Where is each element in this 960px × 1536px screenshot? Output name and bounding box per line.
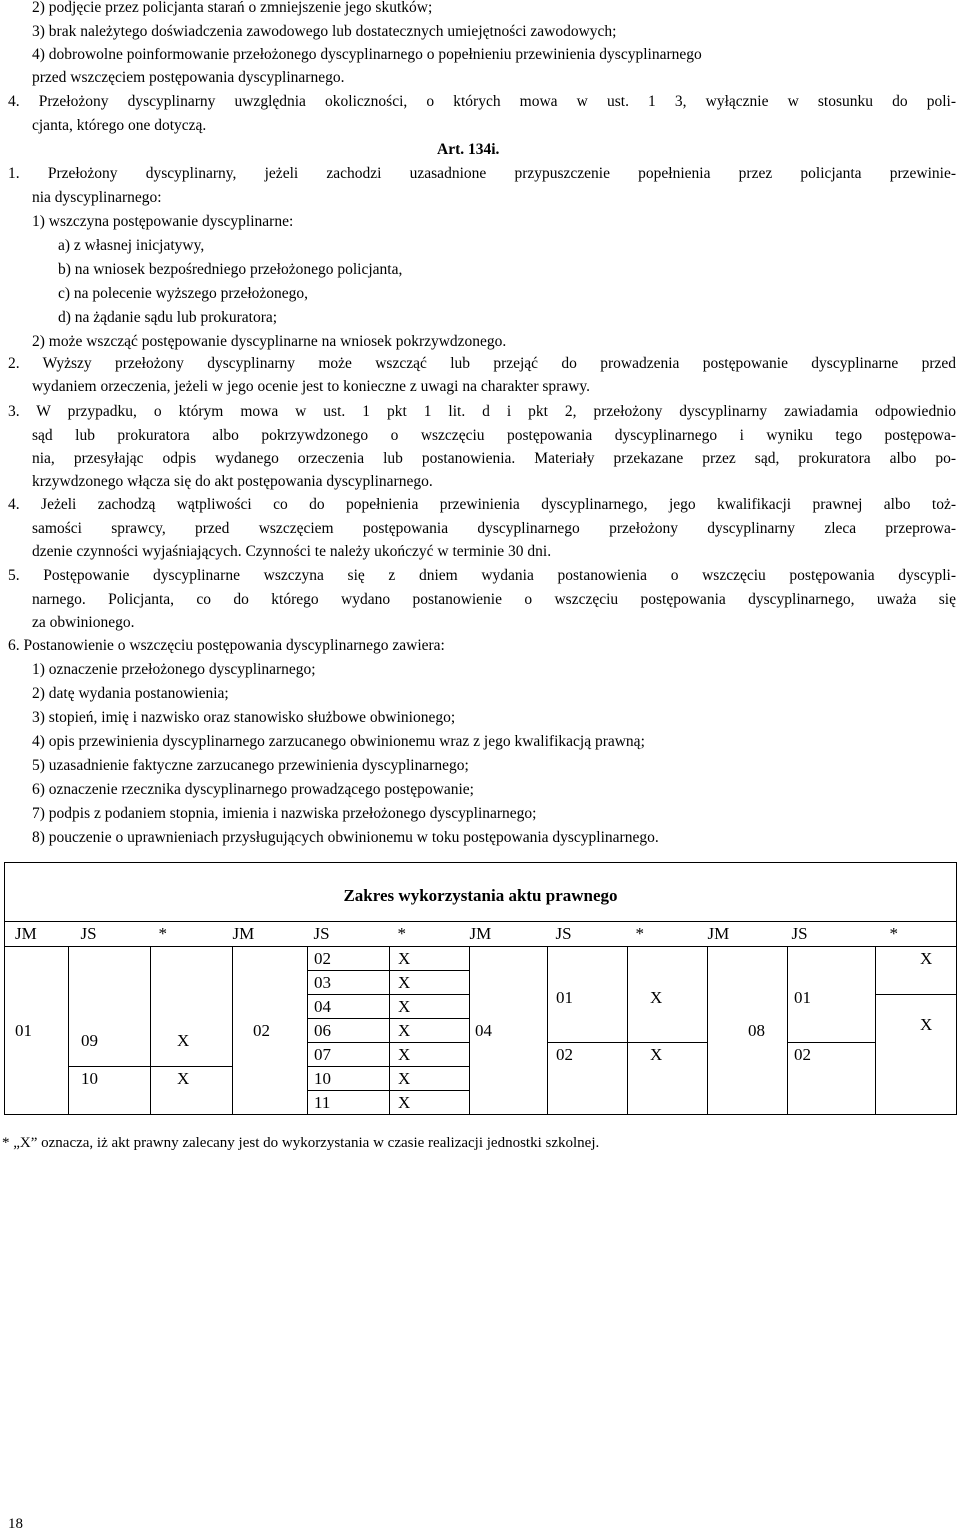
text-line: 3. W przypadku, o którym mowa w ust. 1 pkt 1 lit. d i pkt 2, przełożony dyscyplinarny zawiadamia odpowiednio xyxy=(8,403,956,420)
js-cell: 02 xyxy=(548,1043,628,1115)
footnote: * „X” oznacza, iż akt prawny zalecany jest do wykorzystania w czasie realizacji jednostki szkolnej. xyxy=(2,1135,600,1151)
header-cell: JM xyxy=(708,922,788,947)
js-cell: 01 xyxy=(788,947,876,1043)
text-line: dzenie czynności wyjaśniających. Czynności te należy ukończyć w terminie 30 dni. xyxy=(32,543,552,560)
text-line: cjanta, którego one dotyczą. xyxy=(32,117,207,134)
x-cell: X xyxy=(876,947,957,995)
text-line: wydaniem orzeczenia, jeżeli w jego ocenie jest to konieczne z uwagi na charakter sprawy. xyxy=(32,378,591,395)
text-line: b) na wniosek bezpośredniego przełożonego policjanta, xyxy=(58,261,403,278)
text-line: 4) dobrowolne poinformowanie przełożonego dyscyplinarnego o popełnieniu przewinienia dyscyplinarnego xyxy=(32,46,702,63)
text-line: 2) datę wydania postanowienia; xyxy=(32,685,229,702)
article-heading: Art. 134i. xyxy=(437,141,500,158)
page-number: 18 xyxy=(8,1516,23,1532)
header-cell: JS xyxy=(548,922,628,947)
js-cell: 01 xyxy=(548,947,628,1043)
x-cell: X xyxy=(390,1067,470,1091)
text-line: 6) oznaczenie rzecznika dyscyplinarnego prowadzącego postępowanie; xyxy=(32,781,474,798)
text-line: c) na polecenie wyższego przełożonego, xyxy=(58,285,309,302)
text-line: 1) wszczyna postępowanie dyscyplinarne: xyxy=(32,213,294,230)
x-cell: X xyxy=(390,1043,470,1067)
x-cell: X xyxy=(151,1067,233,1115)
header-cell: JM xyxy=(233,922,308,947)
text-line: 3) stopień, imię i nazwisko oraz stanowisko służbowe obwinionego; xyxy=(32,709,456,726)
text-line: 4) opis przewinienia dyscyplinarnego zarzucanego obwinionemu wraz z jego kwalifikacją prawną; xyxy=(32,733,645,750)
header-cell: * xyxy=(876,922,957,947)
header-cell: JS xyxy=(69,922,151,947)
header-cell: * xyxy=(151,922,233,947)
jm-cell: 08 xyxy=(708,947,788,1115)
js-cell: 04 xyxy=(308,995,390,1019)
text-line: krzywdzonego włącza się do akt postępowania dyscyplinarnego. xyxy=(32,473,433,490)
x-cell: X xyxy=(628,947,708,1043)
header-cell: JM xyxy=(470,922,548,947)
text-line: samości sprawcy, przed wszczęciem postępowania dyscyplinarnego przełożony dyscyplinarny zleca przeprowa- xyxy=(32,520,956,537)
js-cell: 09 xyxy=(69,947,151,1067)
js-cell: 07 xyxy=(308,1043,390,1067)
js-cell: 10 xyxy=(69,1067,151,1115)
text-line: 4. Jeżeli zachodzą wątpliwości co do popełnienia przewinienia dyscyplinarnego, jego kwalifikacji prawnej albo toż- xyxy=(8,496,956,513)
text-line: 2) może wszcząć postępowanie dyscyplinarne na wniosek pokrzywdzonego. xyxy=(32,333,507,350)
text-line: 5. Postępowanie dyscyplinarne wszczyna się z dniem wydania postanowienia o wszczęciu postępowania dyscypli- xyxy=(8,567,956,584)
text-line: d) na żądanie sądu lub prokuratora; xyxy=(58,309,278,326)
table-title: Zakres wykorzystania aktu prawnego xyxy=(5,863,957,922)
js-cell: 02 xyxy=(788,1043,876,1115)
header-cell: * xyxy=(390,922,470,947)
text-line: 2. Wyższy przełożony dyscyplinarny może wszcząć lub przejąć do prowadzenia postępowanie dyscyplinarne przed xyxy=(8,355,956,372)
text-line: 1. Przełożony dyscyplinarny, jeżeli zachodzi uzasadnione przypuszczenie popełnienia przez policjanta przewinie- xyxy=(8,165,956,182)
jm-cell: 04 xyxy=(470,947,548,1115)
usage-table xyxy=(4,862,957,1115)
jm-cell: 02 xyxy=(233,947,308,1115)
x-cell: X xyxy=(390,947,470,971)
x-cell: X xyxy=(628,1043,708,1115)
js-cell: 06 xyxy=(308,1019,390,1043)
text-line: 2) podjęcie przez policjanta starań o zmniejszenie jego skutków; xyxy=(32,0,433,16)
js-cell: 10 xyxy=(308,1067,390,1091)
text-line: za obwinionego. xyxy=(32,614,135,631)
text-line: sąd lub prokuratora albo pokrzywdzonego o wszczęciu postępowania dyscyplinarnego i wyniku tego postępowa- xyxy=(32,427,956,444)
header-cell: * xyxy=(628,922,708,947)
text-line: 1) oznaczenie przełożonego dyscyplinarnego; xyxy=(32,661,316,678)
text-line: 3) brak należytego doświadczenia zawodowego lub dostatecznych umiejętności zawodowych; xyxy=(32,23,617,40)
x-cell: X xyxy=(876,995,957,1115)
text-line: przed wszczęciem postępowania dyscyplinarnego. xyxy=(32,69,345,86)
x-cell: X xyxy=(390,971,470,995)
text-line: nia, przesyłając odpis wydanego orzeczenia lub postanowienia. Materiały przekazane przez sąd, prokuratora albo po- xyxy=(32,450,956,467)
x-cell: X xyxy=(390,1091,470,1115)
header-cell: JM xyxy=(5,922,69,947)
header-cell: JS xyxy=(308,922,390,947)
text-line: a) z własnej inicjatywy, xyxy=(58,237,205,254)
js-cell: 03 xyxy=(308,971,390,995)
text-line: 4. Przełożony dyscyplinarny uwzględnia okoliczności, o których mowa w ust. 1 3, wyłącznie w stosunku do poli- xyxy=(8,93,956,110)
x-cell: X xyxy=(151,947,233,1067)
text-line: 6. Postanowienie o wszczęciu postępowania dyscyplinarnego zawiera: xyxy=(8,637,445,654)
text-line: 5) uzasadnienie faktyczne zarzucanego przewinienia dyscyplinarnego; xyxy=(32,757,469,774)
text-line: nia dyscyplinarnego: xyxy=(32,189,162,206)
js-cell: 11 xyxy=(308,1091,390,1115)
text-line: 8) pouczenie o uprawnieniach przysługujących obwinionemu w toku postępowania dyscyplinarnego. xyxy=(32,829,659,846)
js-cell: 02 xyxy=(308,947,390,971)
x-cell: X xyxy=(390,995,470,1019)
text-line: narnego. Policjanta, co do którego wydano postanowienie o wszczęciu postępowania dyscyplinarnego, uważa się xyxy=(32,591,956,608)
header-cell: JS xyxy=(788,922,876,947)
text-line: 7) podpis z podaniem stopnia, imienia i nazwiska przełożonego dyscyplinarnego; xyxy=(32,805,537,822)
jm-cell: 01 xyxy=(5,947,69,1115)
x-cell: X xyxy=(390,1019,470,1043)
table-header-row xyxy=(5,922,957,947)
